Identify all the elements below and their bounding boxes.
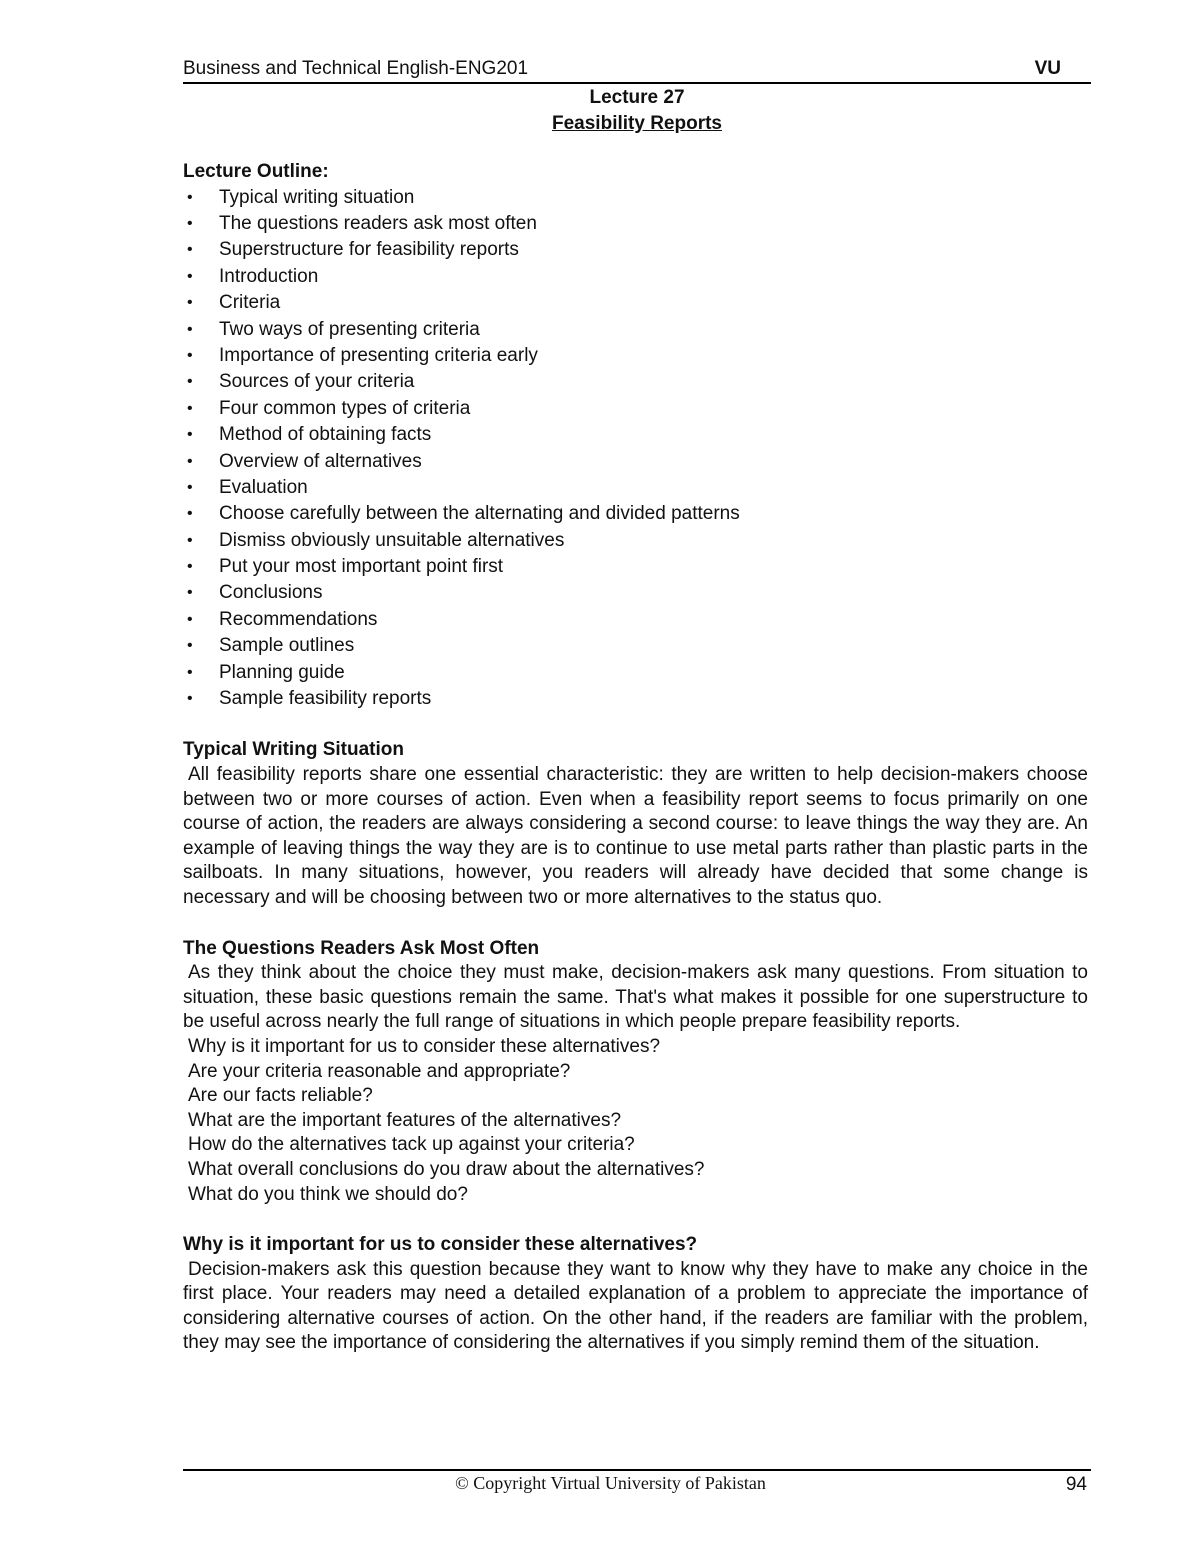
bullet-icon: • [187, 558, 193, 576]
question-line: What overall conclusions do you draw about the alternatives? [188, 1158, 705, 1180]
bullet-icon: • [187, 188, 193, 206]
bullet-icon: • [187, 320, 193, 338]
bullet-icon: • [187, 690, 193, 708]
bullet-icon: • [187, 267, 193, 285]
list-item: • Introduction [183, 264, 1088, 290]
section-heading-typical: Typical Writing Situation [183, 739, 404, 761]
list-item: • The questions readers ask most often [183, 211, 1088, 237]
section-body-why: Decision-makers ask this question because they want to know why they have to make any choice in the first place. Your readers may need a detailed explanation of a problem to appreciate the importance of considering alternative courses of action. On the other hand, if the readers are familiar with the problem, they may see the importance of considering the alternatives if you simply remind them of the situation. [183, 1258, 1088, 1354]
list-item: • Method of obtaining facts [183, 422, 1088, 448]
list-item: • Choose carefully between the alternating and divided patterns [183, 501, 1088, 527]
list-item: • Evaluation [183, 475, 1088, 501]
list-item: • Conclusions [183, 580, 1088, 606]
question-line: How do the alternatives tack up against your criteria? [188, 1134, 635, 1156]
lecture-topic: Feasibility Reports [552, 113, 722, 134]
list-item: • Planning guide [183, 660, 1088, 686]
bullet-icon: • [187, 478, 193, 496]
list-item: • Put your most important point first [183, 554, 1088, 580]
bullet-icon: • [187, 373, 193, 391]
main-content [183, 160, 1088, 1356]
bullet-icon: • [187, 505, 193, 523]
lecture-number: Lecture 27 [589, 87, 685, 108]
outline-list [183, 185, 1088, 713]
outline-heading: Lecture Outline: [183, 161, 329, 182]
list-item: • Sample outlines [183, 633, 1088, 659]
page-number: 94 [1065, 1474, 1087, 1495]
footer-divider [183, 1469, 1091, 1471]
bullet-icon: • [187, 610, 193, 628]
bullet-icon: • [187, 584, 193, 602]
bullet-icon: • [187, 294, 193, 312]
question-line: Are our facts reliable? [188, 1085, 373, 1107]
bullet-icon: • [187, 241, 193, 259]
bullet-icon: • [187, 399, 193, 417]
list-item: • Typical writing situation [183, 185, 1088, 211]
list-item: • Criteria [183, 290, 1088, 316]
question-line: What do you think we should do? [188, 1183, 468, 1205]
list-item: • Dismiss obviously unsuitable alternatives [183, 528, 1088, 554]
list-item: • Importance of presenting criteria early [183, 343, 1088, 369]
bullet-icon: • [187, 637, 193, 655]
question-line: What are the important features of the alternatives? [188, 1109, 622, 1131]
bullet-icon: • [187, 426, 193, 444]
bullet-icon: • [187, 346, 193, 364]
question-line: Are your criteria reasonable and appropriate? [188, 1060, 571, 1082]
bullet-icon: • [187, 531, 193, 549]
list-item: • Sample feasibility reports [183, 686, 1088, 712]
section-body-questions: As they think about the choice they must make, decision-makers ask many questions. From situation to situation, these basic questions remain the same. That's what makes it possible for one superstructure to be useful across nearly the full range of situations in which people prepare feasibility reports. [183, 962, 1088, 1033]
list-item: • Sources of your criteria [183, 369, 1088, 395]
institution-abbrev: VU [1034, 58, 1061, 79]
list-item: • Recommendations [183, 607, 1088, 633]
list-item: • Overview of alternatives [183, 449, 1088, 475]
list-item: • Two ways of presenting criteria [183, 317, 1088, 343]
footer-copyright: © Copyright Virtual University of Pakistan [455, 1473, 766, 1493]
bullet-icon: • [187, 452, 193, 470]
question-line: Why is it important for us to consider these alternatives? [188, 1035, 661, 1057]
bullet-icon: • [187, 214, 193, 232]
course-title: Business and Technical English-ENG201 [183, 58, 529, 79]
list-item: • Superstructure for feasibility reports [183, 237, 1088, 263]
section-heading-why: Why is it important for us to consider these alternatives? [183, 1234, 698, 1256]
section-body-typical: All feasibility reports share one essential characteristic: they are written to help decision-makers choose between two or more courses of action. Even when a feasibility report seems to focus primarily on one course of action, the readers are always considering a second course: to leave things the way they are. An example of leaving things the way they are is to continue to use metal parts rather than plastic parts in the sailboats. In many situations, however, you readers will already have decided that some change is necessary and will be choosing between two or more alternatives to the status quo. [183, 764, 1088, 908]
list-item: • Four common types of criteria [183, 396, 1088, 422]
section-heading-questions: The Questions Readers Ask Most Often [183, 937, 540, 959]
bullet-icon: • [187, 663, 193, 681]
page-header [183, 56, 1091, 84]
